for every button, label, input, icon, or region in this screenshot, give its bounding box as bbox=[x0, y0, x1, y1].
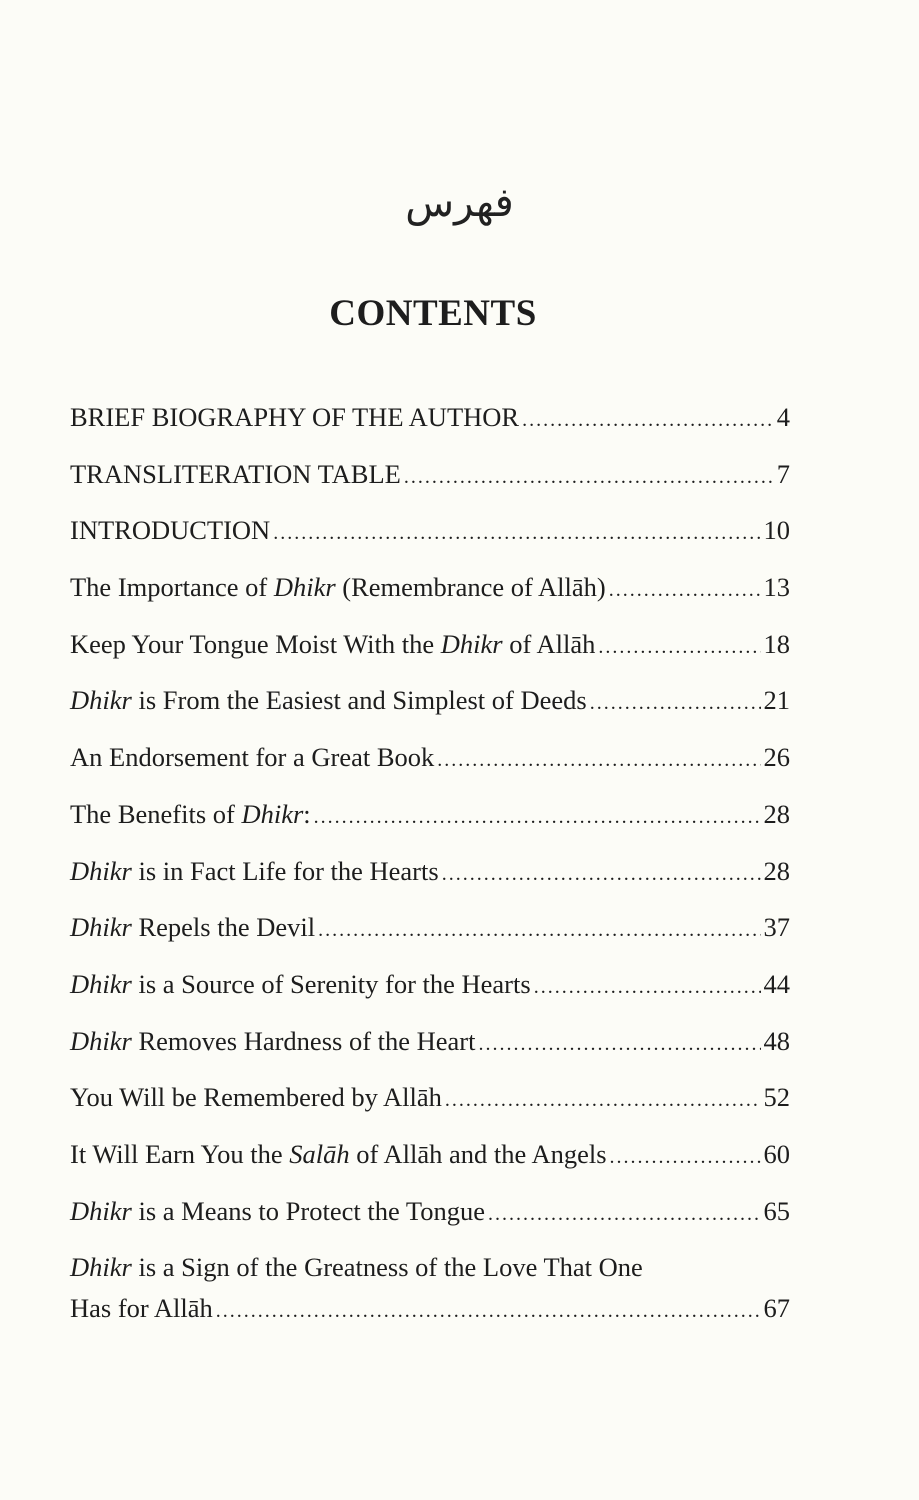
toc-entry-title bbox=[70, 1252, 643, 1283]
toc-entry-title bbox=[70, 1139, 607, 1170]
dot-leader bbox=[442, 863, 761, 886]
title-text: An Endorsement for a Great Book bbox=[70, 742, 435, 773]
toc-entry[interactable] bbox=[70, 742, 790, 799]
toc-entry[interactable] bbox=[70, 685, 790, 742]
page-number: 26 bbox=[763, 742, 790, 773]
dot-leader bbox=[610, 1146, 761, 1169]
toc-entry[interactable] bbox=[70, 1196, 790, 1253]
title-text: is a Source of Serenity for the Hearts bbox=[131, 968, 531, 999]
dot-leader bbox=[488, 1203, 761, 1226]
italic-term: Dhikr bbox=[70, 912, 132, 943]
page-number: 60 bbox=[763, 1138, 790, 1169]
title-text: BRIEF BIOGRAPHY OF THE AUTHOR bbox=[70, 402, 520, 432]
page-number: 13 bbox=[763, 572, 790, 603]
dot-leader bbox=[534, 976, 761, 999]
toc-entry[interactable] bbox=[70, 1026, 790, 1083]
toc-entry[interactable] bbox=[70, 402, 790, 459]
dot-leader bbox=[609, 579, 761, 602]
title-text: Keep Your Tongue Moist With the bbox=[70, 628, 441, 659]
title-text: is From the Easiest and Simplest of Deeds bbox=[131, 685, 587, 716]
toc-entry-title bbox=[70, 969, 531, 1000]
toc-entry-title bbox=[70, 1082, 442, 1113]
page-number: 65 bbox=[763, 1195, 790, 1226]
toc-entry-title bbox=[70, 572, 606, 603]
toc-entry-title bbox=[70, 742, 434, 773]
page-number: 7 bbox=[776, 458, 790, 489]
title-text: of Allāh bbox=[502, 628, 596, 659]
title-text: : bbox=[303, 798, 311, 829]
title-text: is a Means to Protect the Tongue bbox=[131, 1195, 485, 1226]
toc-entry[interactable] bbox=[70, 459, 790, 516]
page-number: 52 bbox=[763, 1082, 790, 1113]
toc-entry-title bbox=[70, 1026, 476, 1057]
dot-leader bbox=[216, 1300, 761, 1323]
title-text: is in Fact Life for the Hearts bbox=[131, 855, 439, 886]
title-text: of Allāh and the Angels bbox=[349, 1138, 607, 1169]
title-text: The Importance of bbox=[70, 572, 274, 603]
toc-entry[interactable] bbox=[70, 1139, 790, 1196]
toc-entry[interactable] bbox=[70, 1252, 790, 1293]
toc-entry-title bbox=[70, 402, 519, 433]
italic-term: Dhikr bbox=[440, 628, 503, 659]
page-number: 4 bbox=[776, 402, 790, 432]
italic-term: Dhikr bbox=[70, 968, 132, 999]
page-number: 67 bbox=[763, 1293, 790, 1324]
dot-leader bbox=[445, 1089, 761, 1112]
italic-term: Dhikr bbox=[70, 1195, 132, 1226]
toc-entry-title bbox=[70, 856, 439, 887]
dot-leader bbox=[314, 806, 761, 829]
dot-leader bbox=[598, 636, 760, 659]
page-number: 44 bbox=[763, 968, 790, 999]
dot-leader bbox=[479, 1033, 761, 1056]
italic-term: Dhikr bbox=[273, 572, 336, 603]
dot-leader bbox=[437, 749, 760, 772]
title-text: You Will be Remembered by Allāh bbox=[70, 1082, 442, 1113]
title-text: INTRODUCTION bbox=[70, 515, 271, 546]
page-number: 48 bbox=[763, 1025, 790, 1056]
italic-term: Salāh bbox=[289, 1138, 350, 1169]
page-number: 21 bbox=[763, 685, 790, 716]
title-text: is a Sign of the Greatness of the Love That One bbox=[131, 1252, 643, 1283]
toc-entry[interactable] bbox=[70, 1082, 790, 1139]
italic-term: Dhikr bbox=[70, 855, 132, 886]
dot-leader bbox=[273, 522, 760, 545]
toc-entry[interactable] bbox=[70, 515, 790, 572]
dot-leader bbox=[318, 919, 760, 942]
toc-entry-title bbox=[70, 515, 270, 546]
arabic-heading: فهرس bbox=[405, 180, 514, 226]
page-number: 37 bbox=[763, 912, 790, 943]
toc-entry[interactable] bbox=[70, 629, 790, 686]
title-text: (Remembrance of Allāh) bbox=[335, 572, 606, 603]
dot-leader bbox=[590, 692, 761, 715]
italic-term: Dhikr bbox=[70, 1025, 132, 1056]
toc-entry[interactable] bbox=[70, 799, 790, 856]
dot-leader bbox=[404, 466, 774, 489]
toc-entry-title bbox=[70, 459, 401, 490]
title-text: It Will Earn You the bbox=[70, 1138, 290, 1169]
italic-term: Dhikr bbox=[70, 1252, 132, 1283]
page-number: 28 bbox=[763, 798, 790, 829]
page-title: CONTENTS bbox=[329, 293, 537, 334]
title-text: Repels the Devil bbox=[131, 912, 316, 943]
page-number: 28 bbox=[763, 855, 790, 886]
page-number: 10 bbox=[763, 515, 790, 546]
toc-entry[interactable] bbox=[70, 912, 790, 969]
title-text: Has for Allāh bbox=[70, 1293, 213, 1324]
dot-leader bbox=[522, 409, 774, 432]
toc-entry[interactable] bbox=[70, 572, 790, 629]
title-text: TRANSLITERATION TABLE bbox=[70, 458, 401, 489]
toc-entry[interactable] bbox=[70, 856, 790, 913]
toc-entry-title bbox=[70, 1293, 213, 1324]
page-number: 18 bbox=[763, 628, 790, 659]
toc-entry-title bbox=[70, 629, 595, 660]
toc-entry[interactable] bbox=[70, 969, 790, 1026]
title-text: Removes Hardness of the Heart bbox=[131, 1025, 476, 1056]
toc-entry-title bbox=[70, 1196, 485, 1227]
italic-term: Dhikr bbox=[241, 798, 304, 829]
table-of-contents bbox=[70, 402, 790, 1350]
italic-term: Dhikr bbox=[70, 685, 132, 716]
toc-entry[interactable] bbox=[70, 1293, 790, 1350]
toc-entry-title bbox=[70, 685, 587, 716]
toc-entry-title bbox=[70, 799, 311, 830]
toc-entry-title bbox=[70, 912, 315, 943]
title-text: The Benefits of bbox=[70, 798, 242, 829]
